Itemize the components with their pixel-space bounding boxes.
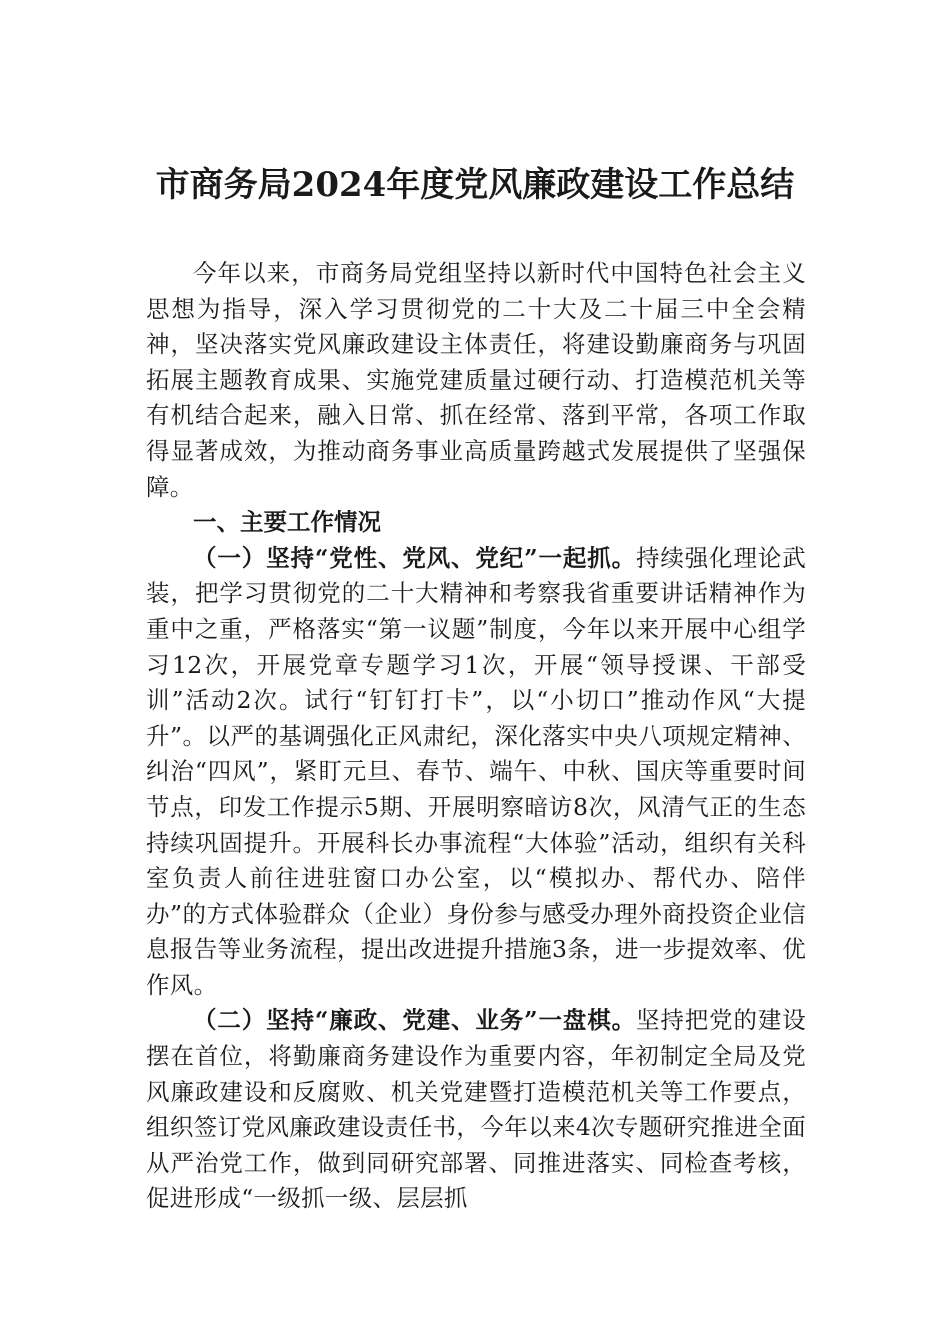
- subheading-party-discipline: （一）坚持“党性、党风、党纪”一起抓。: [193, 543, 636, 572]
- paragraph-integrity-business-text: 坚持把党的建设摆在首位，将勤廉商务建设作为重要内容，年初制定全局及党风廉政建设和反腐败、机关党建暨打造模范机关等工作要点，组织签订党风廉政建设责任书，今年以来4次专题研究推进全面从严治党工作，做到同研究部署、同推进落实、同检查考核，促进形成“一级抓一级、层层抓: [146, 1006, 806, 1213]
- paragraph-party-discipline: [146, 541, 806, 1004]
- document-title: 市商务局2024年度党风廉政建设工作总结: [155, 165, 795, 205]
- subheading-integrity-business: （二）坚持“廉政、党建、业务”一盘棋。: [193, 1006, 636, 1035]
- paragraph-party-discipline-text: 持续强化理论武装，把学习贯彻党的二十大精神和考察我省重要讲话精神作为重中之重，严格落实“第一议题”制度，今年以来开展中心组学习12次，开展党章专题学习1次，开展“领导授课、干部受训”活动2次。试行“钉钉打卡”，以“小切口”推动作风“大提升”。以严的基调强化正风肃纪，深化落实中央八项规定精神、纠治“四风”，紧盯元旦、春节、端午、中秋、国庆等重要时间节点，印发工作提示5期、开展明察暗访8次，风清气正的生态持续巩固提升。开展科长办事流程“大体验”活动，组织有关科室负责人前往进驻窗口办公室，以“模拟办、帮代办、陪伴办”的方式体验群众（企业）身份参与感受办理外商投资企业信息报告等业务流程，提出改进提升措施3条，进一步提效率、优作风。: [146, 543, 806, 999]
- paragraph-integrity-business: [146, 1003, 806, 1217]
- section-heading-main-work: 一、主要工作情况: [193, 508, 381, 537]
- intro-paragraph: 今年以来，市商务局党组坚持以新时代中国特色社会主义思想为指导，深入学习贯彻党的二十大及二十届三中全会精神，坚决落实党风廉政建设主体责任，将建设勤廉商务与巩固拓展主题教育成果、实施党建质量过硬行动、打造模范机关等有机结合起来，融入日常、抓在经常、落到平常，各项工作取得显著成效，为推动商务事业高质量跨越式发展提供了坚强保障。: [146, 259, 806, 501]
- document-body: [146, 256, 806, 1217]
